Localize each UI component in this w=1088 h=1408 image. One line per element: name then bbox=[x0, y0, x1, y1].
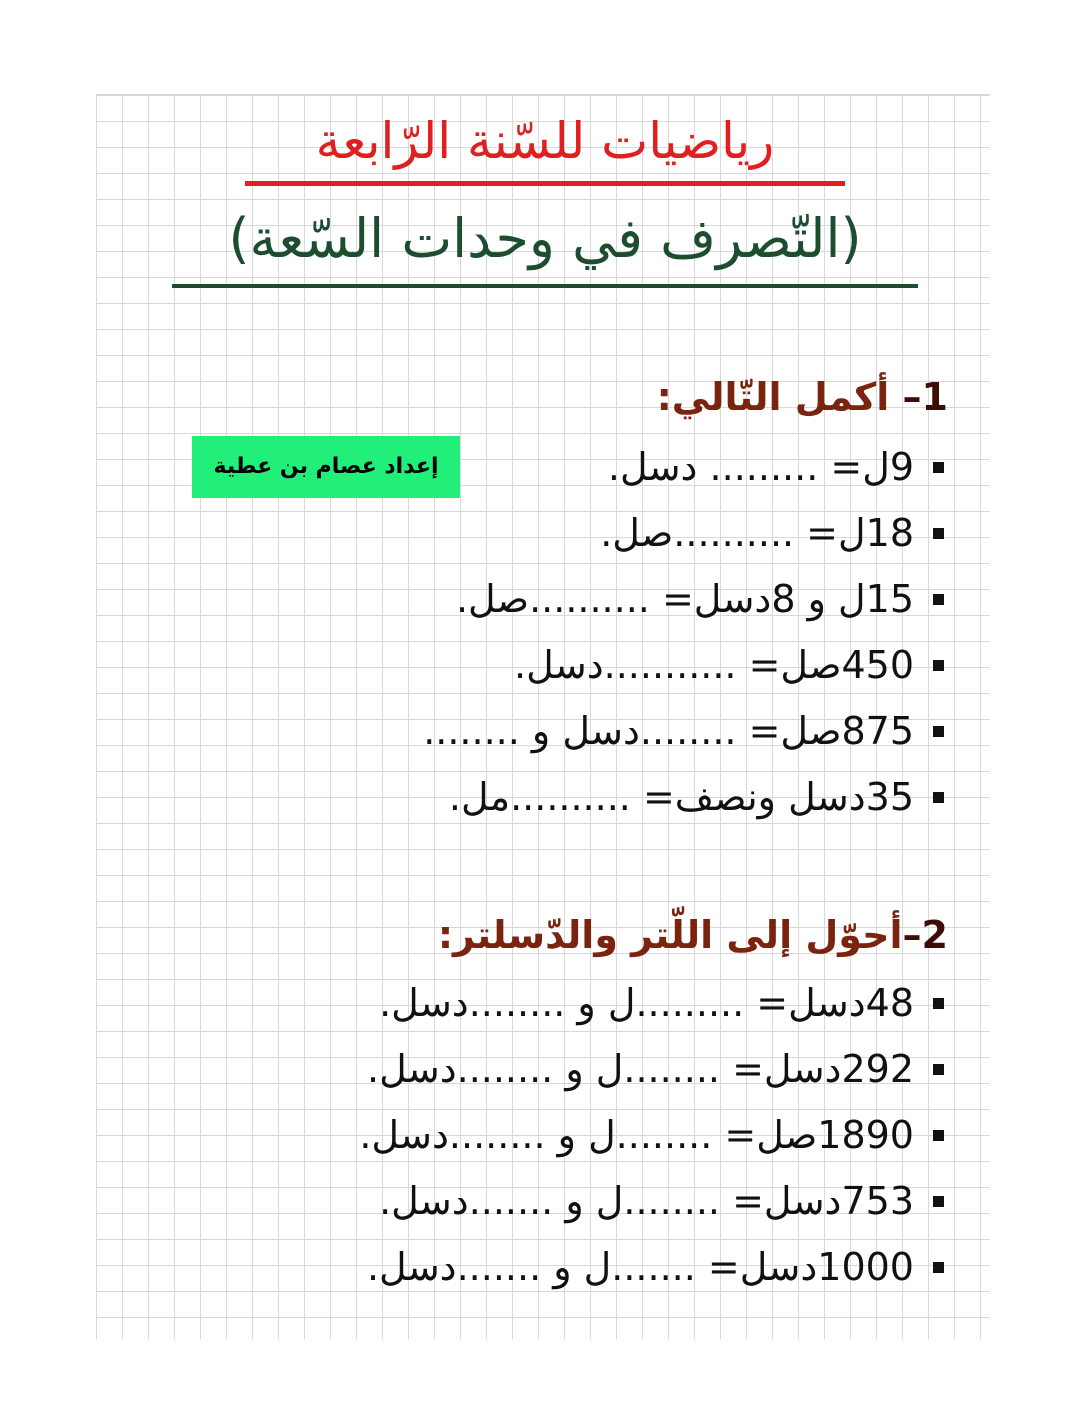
list-item bbox=[423, 632, 944, 698]
bullet-square-icon bbox=[933, 1130, 944, 1141]
bullet-square-icon bbox=[933, 792, 944, 803]
exercise-text: 450صل= ...........دسل. bbox=[514, 643, 914, 687]
section-1-list bbox=[423, 434, 944, 830]
list-item bbox=[359, 970, 944, 1036]
list-item bbox=[423, 500, 944, 566]
exercise-text: 9ل= ......... دسل. bbox=[607, 445, 914, 489]
section-2-number: 2– bbox=[902, 913, 948, 957]
list-item bbox=[423, 764, 944, 830]
section-1-number: 1– bbox=[902, 375, 948, 419]
bullet-square-icon bbox=[933, 594, 944, 605]
exercise-text: 292دسل= ........ل و ........دسل. bbox=[367, 1047, 914, 1091]
exercise-text: 15ل و 8دسل= ..........صل. bbox=[455, 577, 914, 621]
list-item bbox=[359, 1102, 944, 1168]
exercise-text: 753دسل= ........ل و .......دسل. bbox=[379, 1179, 914, 1223]
list-item bbox=[359, 1036, 944, 1102]
list-item bbox=[359, 1168, 944, 1234]
author-badge: إعداد عصام بن عطية bbox=[192, 436, 460, 498]
list-item bbox=[423, 434, 944, 500]
section-1-heading bbox=[657, 372, 948, 422]
section-2-heading bbox=[438, 910, 948, 960]
exercise-text: 48دسل= .........ل و ........دسل. bbox=[379, 981, 914, 1025]
list-item bbox=[423, 566, 944, 632]
bullet-square-icon bbox=[933, 1262, 944, 1273]
bullet-square-icon bbox=[933, 998, 944, 1009]
bullet-square-icon bbox=[933, 726, 944, 737]
bullet-square-icon bbox=[933, 1196, 944, 1207]
section-2-list bbox=[359, 970, 944, 1300]
exercise-text: 18ل= ..........صل. bbox=[600, 511, 914, 555]
worksheet-subtitle: (التّصرف في وحدات السّعة) bbox=[172, 198, 918, 288]
list-item bbox=[423, 698, 944, 764]
exercise-text: 35دسل ونصف= ..........مل. bbox=[448, 775, 914, 819]
section-1-title: أكمل التّالي: bbox=[656, 375, 903, 419]
worksheet-title: رياضيات للسّنة الرّابعة bbox=[245, 104, 845, 186]
bullet-square-icon bbox=[933, 660, 944, 671]
list-item bbox=[359, 1234, 944, 1300]
exercise-text: 875صل= ........دسل و ........ bbox=[423, 709, 914, 753]
bullet-square-icon bbox=[933, 462, 944, 473]
bullet-square-icon bbox=[933, 1064, 944, 1075]
exercise-text: 1890صل= ........ل و ........دسل. bbox=[359, 1113, 914, 1157]
bullet-square-icon bbox=[933, 528, 944, 539]
section-2-title: أحوّل إلى اللّتر والدّسلتر: bbox=[437, 913, 903, 957]
exercise-text: 1000دسل= .......ل و .......دسل. bbox=[366, 1245, 914, 1289]
